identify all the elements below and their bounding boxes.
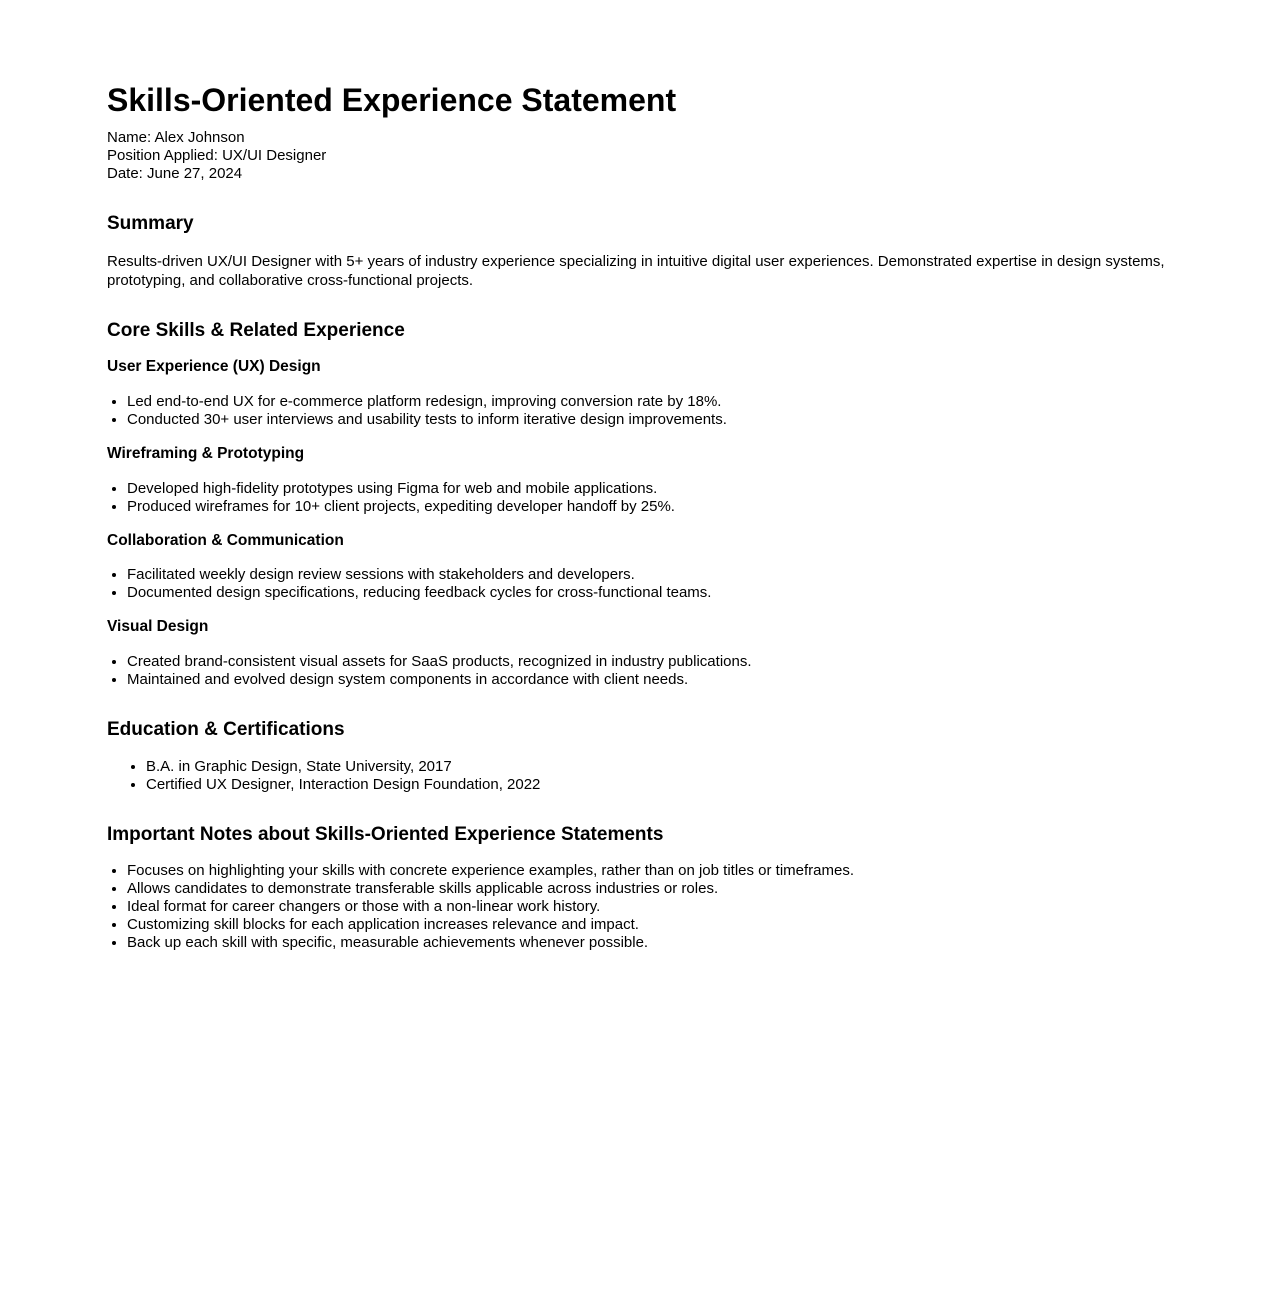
skill-group-heading-collaboration: Collaboration & Communication [107, 531, 344, 549]
summary-heading: Summary [107, 212, 194, 234]
list-item: • Created brand-consistent visual assets for SaaS products, recognized in industry publications. [127, 653, 1171, 671]
skill-group-heading-wireframing: Wireframing & Prototyping [107, 444, 305, 462]
list-item: • Focuses on highlighting your skills with concrete experience examples, rather than on job titles or timeframes. [127, 862, 1171, 880]
list-item: • Customizing skill blocks for each application increases relevance and impact. [127, 916, 1171, 934]
important-notes-heading: Important Notes about Skills-Oriented Experience Statements [107, 823, 664, 845]
list-item: • Facilitated weekly design review sessions with stakeholders and developers. [127, 566, 1171, 584]
skill-group-heading-visual-design: Visual Design [107, 618, 209, 636]
list-item: • Produced wireframes for 10+ client projects, expediting developer handoff by 25%. [127, 498, 1171, 516]
page-title: Skills-Oriented Experience Statement [107, 82, 677, 118]
skill-group-list-collaboration [107, 566, 1171, 602]
skill-group-heading-ux-design: User Experience (UX) Design [107, 358, 321, 376]
skill-group-list-visual-design [107, 653, 1171, 689]
list-item: • Certified UX Designer, Interaction Design Foundation, 2022 [146, 776, 1171, 794]
list-item: • B.A. in Graphic Design, State University, 2017 [146, 758, 1171, 776]
skill-group-list-wireframing [107, 480, 1171, 516]
education-list [107, 758, 1171, 794]
core-skills-heading: Core Skills & Related Experience [107, 319, 405, 341]
applicant-name: Name: Alex Johnson [107, 128, 245, 146]
applicant-meta [107, 129, 1171, 183]
education-heading: Education & Certifications [107, 718, 345, 740]
list-item: • Conducted 30+ user interviews and usability tests to inform iterative design improvements. [127, 411, 1171, 429]
important-notes-list [107, 862, 1171, 952]
summary-paragraph: Results-driven UX/UI Designer with 5+ years of industry experience specializing in intuitive digital user experiences. Demonstrated expertise in design systems, prototyping, and collaborative cross-functional projects. [107, 252, 1165, 289]
list-item: • Ideal format for career changers or those with a non-linear work history. [127, 898, 1171, 916]
list-item: • Back up each skill with specific, measurable achievements whenever possible. [127, 934, 1171, 952]
list-item: • Developed high-fidelity prototypes using Figma for web and mobile applications. [127, 480, 1171, 498]
position-applied: Position Applied: UX/UI Designer [107, 146, 327, 164]
list-item: • Maintained and evolved design system components in accordance with client needs. [127, 671, 1171, 689]
list-item: • Documented design specifications, reducing feedback cycles for cross-functional teams. [127, 584, 1171, 602]
list-item: • Allows candidates to demonstrate transferable skills applicable across industries or roles. [127, 880, 1171, 898]
application-date: Date: June 27, 2024 [107, 164, 243, 182]
list-item: • Led end-to-end UX for e-commerce platform redesign, improving conversion rate by 18%. [127, 393, 1171, 411]
skill-group-list-ux-design [107, 393, 1171, 429]
